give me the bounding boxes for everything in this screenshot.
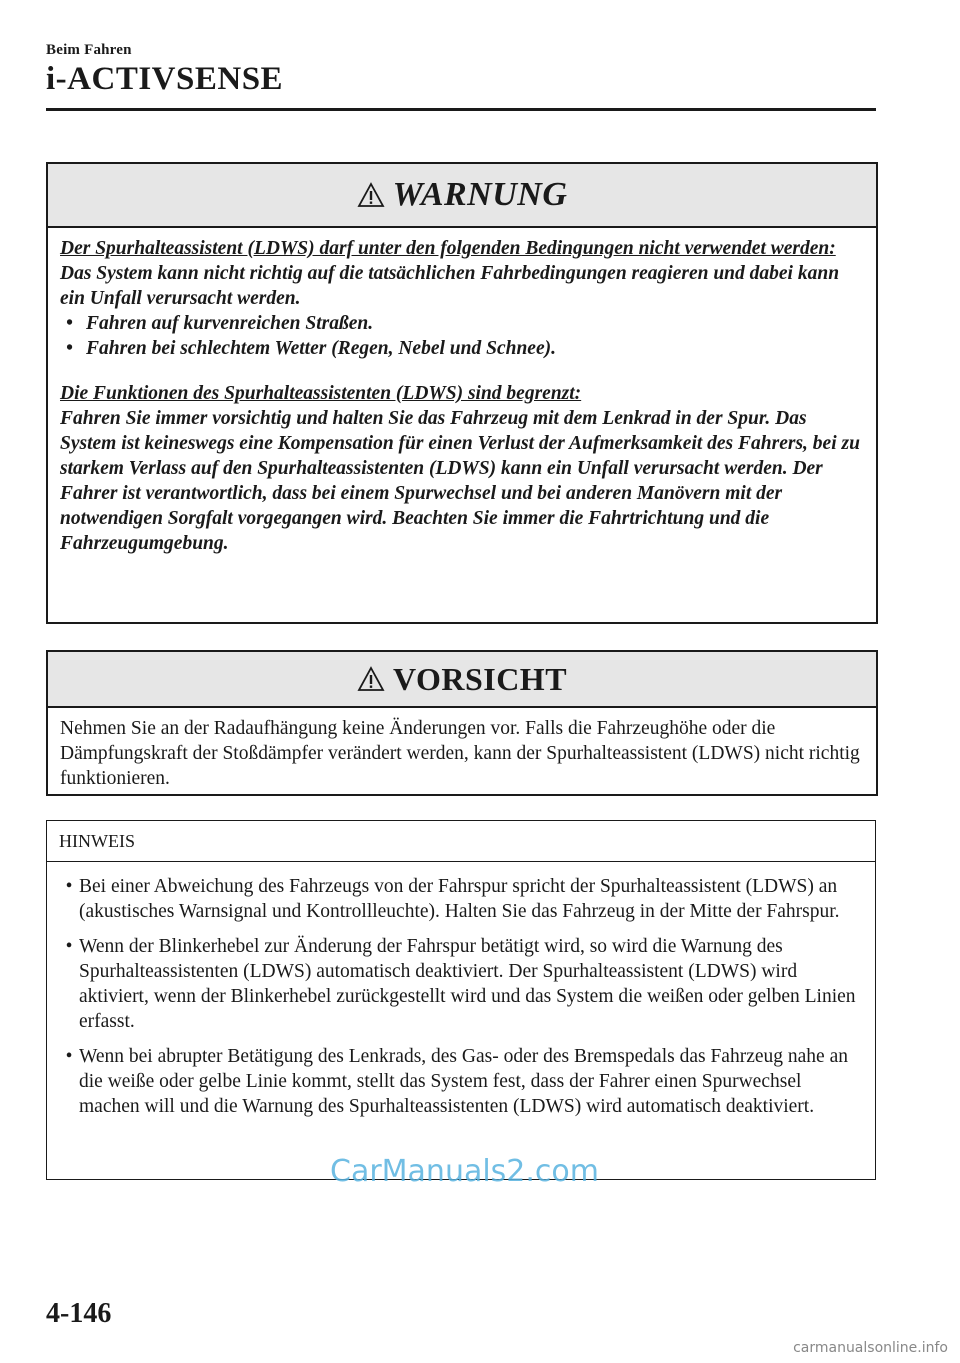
warning-heading: WARNUNG bbox=[392, 176, 568, 213]
bullet-dot-icon: • bbox=[65, 876, 73, 897]
caution-heading: VORSICHT bbox=[392, 660, 568, 697]
warning-triangle-icon bbox=[357, 666, 385, 692]
note-bullet: • Bei einer Abweichung des Fahrzeugs von der Fahrspur spricht der Spurhalteassistent (LDWS) an (akustisches Warnsignal und Kontrollleuchte). Halten Sie das Fahrzeug in der Mitte der Fahrspur. bbox=[59, 874, 861, 924]
section-title: i-ACTIVSENSE bbox=[46, 61, 284, 97]
footer-site: carmanualsonline.info bbox=[793, 1340, 948, 1356]
bullet-dot-icon: • bbox=[65, 936, 73, 957]
page-header bbox=[46, 42, 283, 98]
header-divider bbox=[46, 108, 876, 111]
warning-box bbox=[46, 162, 878, 624]
warning-header bbox=[48, 164, 876, 228]
warning-limits-text: Fahren Sie immer vorsichtig und halten Sie das Fahrzeug mit dem Lenkrad in der Spur. Das System ist keineswegs eine Kompensation für einen Verlust der Aufmerksamkeit des Fahrers, bei zu starkem Verlass auf den Spurhalteassistenten (LDWS) kann ein Unfall verursacht werden. Der Fahrer ist verantwortlich, dass bei einem Spurwechsel und bei anderen Manövern mit der notwendigen Sorgfalt vorgegangen wird. Beachten Sie immer die Fahrtrichtung und die Fahrzeugumgebung. bbox=[60, 408, 860, 554]
page-number: 4-146 bbox=[46, 1298, 112, 1329]
warning-bullet: • Fahren auf kurvenreichen Straßen. bbox=[66, 313, 374, 334]
bullet-dot-icon: • bbox=[66, 338, 73, 359]
caution-box bbox=[46, 650, 878, 796]
note-box bbox=[46, 820, 876, 1180]
bullet-dot-icon: • bbox=[66, 313, 73, 334]
caution-header bbox=[48, 652, 876, 708]
warning-body bbox=[48, 228, 876, 568]
watermark: CarManuals2.com bbox=[330, 1154, 600, 1189]
note-bullet: • Wenn bei abrupter Betätigung des Lenkrads, des Gas- oder des Bremspedals das Fahrzeug nahe an die weiße oder gelbe Linie kommt, stellt das System fest, dass der Fahrer einen Spurwechsel machen will und die Warnung des Spurhalteassistenten (LDWS) wird automatisch deaktiviert. bbox=[59, 1044, 861, 1119]
note-bullet: • Wenn der Blinkerhebel zur Änderung der Fahrspur betätigt wird, so wird die Warnung des Spurhalteassistenten (LDWS) automatisch deaktiviert. Der Spurhalteassistent (LDWS) wird aktiviert, wenn der Blinkerhebel zurückgestellt wird und das System die weißen oder gelben Linien erfasst. bbox=[59, 934, 861, 1034]
warning-limits-title: Die Funktionen des Spurhalteassistenten (LDWS) sind begrenzt: bbox=[60, 383, 582, 404]
note-heading: HINWEIS bbox=[47, 821, 875, 862]
warning-intro-title: Der Spurhalteassistent (LDWS) darf unter den folgenden Bedingungen nicht verwendet werden: bbox=[60, 238, 836, 259]
bullet-dot-icon: • bbox=[65, 1046, 73, 1067]
warning-bullet: • Fahren bei schlechtem Wetter (Regen, Nebel und Schnee). bbox=[66, 338, 556, 359]
warning-triangle-icon bbox=[357, 182, 385, 208]
warning-intro-text: Das System kann nicht richtig auf die tatsächlichen Fahrbedingungen reagieren und dabei kann ein Unfall verursacht werden. bbox=[60, 263, 840, 309]
note-body bbox=[47, 862, 875, 1141]
section-label: Beim Fahren bbox=[46, 42, 132, 58]
caution-text: Nehmen Sie an der Radaufhängung keine Änderungen vor. Falls die Fahrzeughöhe oder die Dämpfungskraft der Stoßdämpfer verändert werden, kann der Spurhalteassistent (LDWS) nicht richtig funktionieren. bbox=[60, 718, 860, 789]
